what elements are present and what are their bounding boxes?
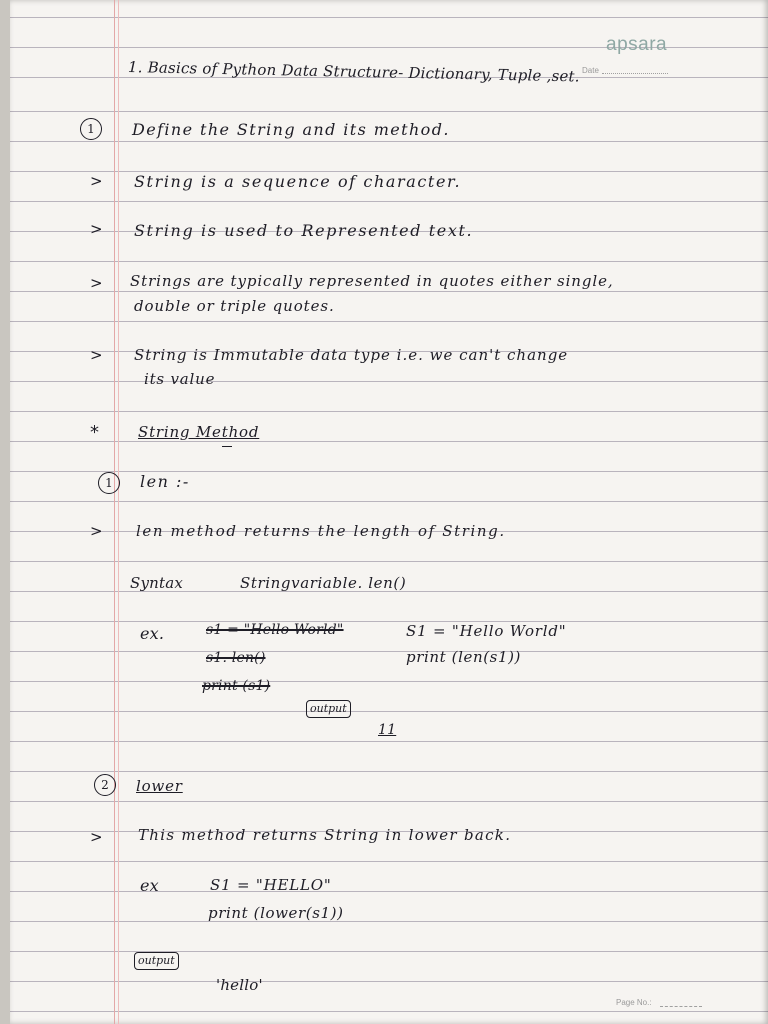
code-line-2: print (len(s1)) bbox=[406, 648, 522, 666]
point-4: String is Immutable data type i.e. we can't change bbox=[134, 346, 569, 364]
len-description: len method returns the length of String. bbox=[136, 522, 506, 540]
star-icon: * bbox=[90, 422, 99, 443]
bullet-icon: > bbox=[90, 522, 103, 540]
bullet-icon: > bbox=[90, 172, 103, 190]
output-label-box: output bbox=[134, 952, 179, 970]
margin-line-inner bbox=[118, 0, 119, 1024]
output-value: 11 bbox=[378, 722, 397, 738]
struck-code-2: s1. len() bbox=[206, 650, 266, 666]
date-line bbox=[602, 73, 668, 74]
point-4-continued: its value bbox=[144, 370, 216, 388]
point-3-continued: double or triple quotes. bbox=[134, 297, 335, 315]
point-3: Strings are typically represented in quotes either single, bbox=[130, 272, 614, 290]
date-label: Date bbox=[582, 66, 599, 75]
bullet-icon: > bbox=[90, 220, 103, 238]
underline-mark bbox=[222, 446, 232, 447]
brand-logo: apsara bbox=[606, 34, 668, 55]
methods-heading: String Method bbox=[138, 423, 260, 441]
margin-line bbox=[114, 0, 115, 1024]
output-label-box: output bbox=[306, 700, 351, 718]
method-number-2: 2 bbox=[94, 774, 116, 796]
example-label: ex. bbox=[140, 624, 165, 643]
page-number-line bbox=[660, 1006, 702, 1007]
code-line-1: S1 = "Hello World" bbox=[406, 622, 567, 640]
lower-description: This method returns String in lower back. bbox=[138, 826, 512, 844]
method-number-1: 1 bbox=[98, 472, 120, 494]
lower-output-value: 'hello' bbox=[216, 976, 263, 994]
page-title: 1. Basics of Python Data Structure- Dictionary, Tuple ,set. bbox=[127, 58, 580, 86]
syntax-value: Stringvariable. len() bbox=[240, 574, 407, 592]
page-number-label: Page No.: bbox=[616, 998, 652, 1007]
lower-code-line-1: S1 = "HELLO" bbox=[210, 876, 332, 894]
syntax-label: Syntax bbox=[130, 574, 184, 592]
point-2: String is used to Represented text. bbox=[134, 221, 474, 240]
point-1: String is a sequence of character. bbox=[134, 172, 462, 191]
bullet-icon: > bbox=[90, 346, 103, 364]
struck-code-1: s1 = "Hello World" bbox=[206, 622, 344, 638]
notebook-page bbox=[10, 0, 768, 1024]
question-heading: Define the String and its method. bbox=[132, 120, 450, 139]
lower-code-line-2: print (lower(s1)) bbox=[208, 904, 344, 922]
len-title: len :- bbox=[140, 472, 190, 491]
bullet-icon: > bbox=[90, 274, 103, 292]
struck-code-3: print (s1) bbox=[202, 678, 271, 694]
lower-title: lower bbox=[136, 777, 183, 795]
example-label: ex bbox=[140, 876, 159, 895]
bullet-icon: > bbox=[90, 828, 103, 846]
question-number-1: 1 bbox=[80, 118, 102, 140]
